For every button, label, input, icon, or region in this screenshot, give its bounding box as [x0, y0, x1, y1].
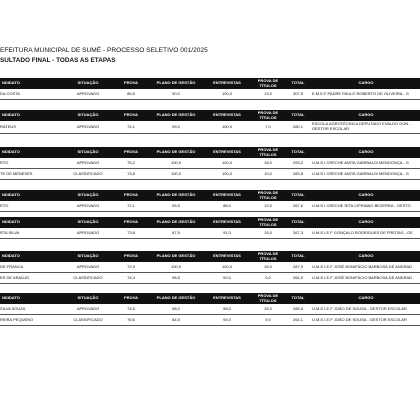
header-management-plan: PLANO DE GESTÃO: [156, 112, 196, 118]
header-titles: PROVA DE TÍTULOS: [257, 110, 279, 120]
header-total: TOTAL: [291, 112, 305, 118]
header-interviews: ENTREVISTAS: [213, 192, 241, 198]
cell-situation: CLASSIFICADO: [73, 316, 103, 322]
cell-titles: 15,0: [264, 263, 272, 269]
cell-interviews: 100,0: [221, 123, 232, 129]
cell-management-plan: 100,0: [170, 159, 181, 165]
header-exam: PROVA: [124, 149, 138, 155]
table-header: [0, 190, 420, 201]
table-header: [0, 251, 420, 262]
cell-titles: 15,0: [264, 229, 272, 235]
header-candidate: NDIDATO: [2, 192, 20, 198]
header-position: CARGO: [358, 112, 374, 118]
cell-exam: 74,4: [127, 274, 135, 280]
cell-total: 280,1: [292, 123, 303, 129]
cell-interviews: 98,0: [223, 305, 231, 311]
header-situation: SITUAÇÃO: [77, 253, 99, 259]
cell-management-plan: 100,0: [170, 263, 181, 269]
table-header: [0, 110, 420, 121]
cell-titles: 7,0: [265, 123, 271, 129]
cell-total: 267,3: [292, 229, 303, 235]
cell-titles: 0,0: [265, 274, 271, 280]
header-position: CARGO: [358, 253, 374, 259]
cell-management-plan: 84,5: [172, 316, 180, 322]
header-candidate: NDIDATO: [2, 253, 20, 259]
cell-situation: APROVADO: [76, 123, 100, 129]
header-interviews: ENTREVISTAS: [213, 219, 241, 225]
cell-exam: 72,9: [127, 263, 135, 269]
cell-exam: 74,1: [127, 123, 135, 129]
table-row: [0, 158, 420, 169]
header-total: TOTAL: [291, 295, 305, 301]
header-exam: PROVA: [124, 112, 138, 118]
table-header: [0, 147, 420, 158]
header-titles: PROVA DE TÍTULOS: [257, 190, 279, 200]
cell-candidate: RTO: [0, 159, 9, 165]
cell-position: U.M.E.I.E.F JOÃO DE SOUSA - GESTOR ESCOLAR: [312, 316, 407, 322]
document-title: EFEITURA MUNICIPAL DE SUMÉ - PROCESSO SELETIVO 001/2025: [0, 47, 208, 54]
cell-management-plan: 95,5: [172, 202, 180, 208]
header-management-plan: PLANO DE GESTÃO: [156, 295, 196, 301]
header-total: TOTAL: [291, 219, 305, 225]
header-total: TOTAL: [291, 80, 305, 86]
header-position: CARGO: [358, 80, 374, 86]
table-row: [0, 201, 420, 212]
header-management-plan: PLANO DE GESTÃO: [156, 253, 196, 259]
cell-management-plan: 87,5: [172, 229, 180, 235]
cell-management-plan: 98,5: [172, 274, 180, 280]
header-position: CARGO: [358, 295, 374, 301]
cell-position: ESCOLA AGROTÉCNICA DEPUTADO EVALDO GON - GESTOR ESCOLAR: [312, 121, 411, 131]
header-exam: PROVA: [124, 295, 138, 301]
header-interviews: ENTREVISTAS: [213, 112, 241, 118]
cell-titles: 12,0: [264, 202, 272, 208]
header-titles: PROVA DE TÍTULOS: [257, 251, 279, 261]
header-management-plan: PLANO DE GESTÃO: [156, 192, 196, 198]
cell-total: 264,1: [292, 316, 303, 322]
header-titles: PROVA DE TÍTULOS: [257, 147, 279, 157]
cell-situation: CLASSIFICADO: [73, 274, 103, 280]
header-situation: SITUAÇÃO: [77, 219, 99, 225]
cell-interviews: 94,0: [223, 316, 231, 322]
header-candidate: NDIDATO: [2, 219, 20, 225]
cell-situation: APROVADO: [76, 229, 100, 235]
cell-total: 287,9: [292, 263, 303, 269]
cell-candidate: ES DE ARAÚJO: [0, 274, 30, 280]
header-interviews: ENTREVISTAS: [213, 80, 241, 86]
cell-situation: APROVADO: [76, 90, 100, 96]
cell-situation: APROVADO: [76, 202, 100, 208]
header-candidate: NDIDATO: [2, 112, 20, 118]
header-titles: PROVA DE TÍTULOS: [257, 293, 279, 303]
cell-titles: 13,0: [264, 90, 272, 96]
header-management-plan: PLANO DE GESTÃO: [156, 149, 196, 155]
cell-position: U.M.E.I CRECHE ANITA GARIBALDI MENDONÇA - G: [312, 159, 409, 165]
table-header: [0, 78, 420, 89]
header-candidate: NDIDATO: [2, 80, 20, 86]
cell-total: 307,5: [292, 90, 303, 96]
cell-interviews: 100,0: [221, 90, 232, 96]
header-management-plan: PLANO DE GESTÃO: [156, 219, 196, 225]
cell-total: 293,2: [292, 159, 303, 165]
cell-position: U.M.E.I CRECHE RITA CIPRIANO BEZERRA - GESTO: [312, 202, 411, 208]
table-row: [0, 262, 420, 273]
cell-exam: 76,6: [127, 316, 135, 322]
header-exam: PROVA: [124, 80, 138, 86]
header-position: CARGO: [358, 149, 374, 155]
header-situation: SITUAÇÃO: [77, 112, 99, 118]
results-table: [0, 293, 420, 326]
cell-management-plan: 90,0: [172, 90, 180, 96]
header-situation: SITUAÇÃO: [77, 149, 99, 155]
cell-total: 264,9: [292, 274, 303, 280]
results-table: [0, 251, 420, 284]
cell-exam: 74,5: [127, 305, 135, 311]
results-table: [0, 147, 420, 180]
cell-situation: APROVADO: [76, 305, 100, 311]
table-row: [0, 121, 420, 134]
header-situation: SITUAÇÃO: [77, 295, 99, 301]
header-total: TOTAL: [291, 192, 305, 198]
cell-candidate: DE FRANCA: [0, 263, 24, 269]
table-row: [0, 89, 420, 100]
cell-interviews: 100,0: [221, 263, 232, 269]
header-management-plan: PLANO DE GESTÃO: [156, 80, 196, 86]
cell-exam: 72,1: [127, 202, 135, 208]
cell-titles: 18,0: [264, 159, 272, 165]
cell-interviews: 91,0: [223, 229, 231, 235]
header-situation: SITUAÇÃO: [77, 192, 99, 198]
cell-candidate: RATEUS: [0, 123, 16, 129]
cell-total: 283,8: [292, 170, 303, 176]
cell-position: U.M.E.I.E.F JOÃO DE SOUSA - GESTOR ESCOLAR: [312, 305, 407, 311]
cell-position: U.M.E.I.E.F JOSÉ BONIFÁCIO BARBOSA DE ANDRAD: [312, 263, 413, 269]
header-candidate: NDIDATO: [2, 295, 20, 301]
cell-titles: 10,0: [264, 170, 272, 176]
document-subtitle: SULTADO FINAL - TODAS AS ETAPAS: [0, 57, 116, 64]
cell-interviews: 100,0: [221, 159, 232, 165]
header-situation: SITUAÇÃO: [77, 80, 99, 86]
cell-candidate: DA COSTA: [0, 90, 20, 96]
header-candidate: NDIDATO: [2, 149, 20, 155]
cell-exam: 75,2: [127, 159, 135, 165]
header-exam: PROVA: [124, 253, 138, 259]
header-total: TOTAL: [291, 253, 305, 259]
cell-exam: 73,8: [127, 170, 135, 176]
header-titles: PROVA DE TÍTULOS: [257, 217, 279, 227]
cell-candidate: REIRA PEQUENO: [0, 316, 34, 322]
cell-management-plan: 99,0: [172, 123, 180, 129]
cell-candidate: RTA SILVA: [0, 229, 20, 235]
header-interviews: ENTREVISTAS: [213, 295, 241, 301]
results-table: [0, 190, 420, 212]
cell-candidate: TE DE MENESES: [0, 170, 33, 176]
header-interviews: ENTREVISTAS: [213, 149, 241, 155]
cell-position: E.M.E.F PADRE PAULO ROBERTO DE OLIVEIRA - G: [312, 90, 409, 96]
cell-position: U.M.E.I CRECHE ANITA GARIBALDI MENDONÇA - G: [312, 170, 409, 176]
table-row: [0, 228, 420, 239]
results-table: [0, 110, 420, 134]
cell-situation: APROVADO: [76, 159, 100, 165]
cell-position: U.M.E.I.E.F GONÇALO RODRIGUES DE FREITAS - GE: [312, 229, 413, 235]
cell-interviews: 100,0: [221, 170, 232, 176]
cell-candidate: RTO: [0, 202, 9, 208]
cell-interviews: 88,0: [223, 202, 231, 208]
table-header: [0, 293, 420, 304]
cell-exam: 73,8: [127, 229, 135, 235]
cell-interviews: 92,0: [223, 274, 231, 280]
header-exam: PROVA: [124, 192, 138, 198]
results-table: [0, 78, 420, 100]
cell-position: U.M.E.I.E.F JOSÉ BONIFÁCIO BARBOSA DE ANDRAD: [312, 274, 413, 280]
results-table: [0, 217, 420, 239]
cell-situation: APROVADO: [76, 263, 100, 269]
table-row: [0, 169, 420, 180]
cell-exam: 86,5: [127, 90, 135, 96]
cell-total: 285,5: [292, 305, 303, 311]
header-titles: PROVA DE TÍTULOS: [257, 78, 279, 88]
table-header: [0, 217, 420, 228]
table-row: [0, 304, 420, 315]
cell-situation: CLASSIFICADO: [73, 170, 103, 176]
cell-candidate: SILVA SOUZA: [0, 305, 26, 311]
header-position: CARGO: [358, 192, 374, 198]
cell-titles: 9,0: [265, 316, 271, 322]
table-row: [0, 315, 420, 326]
header-position: CARGO: [358, 219, 374, 225]
header-total: TOTAL: [291, 149, 305, 155]
cell-total: 267,6: [292, 202, 303, 208]
cell-management-plan: 100,0: [170, 170, 181, 176]
table-row: [0, 273, 420, 284]
header-exam: PROVA: [124, 219, 138, 225]
cell-management-plan: 98,0: [172, 305, 180, 311]
cell-titles: 15,0: [264, 305, 272, 311]
header-interviews: ENTREVISTAS: [213, 253, 241, 259]
